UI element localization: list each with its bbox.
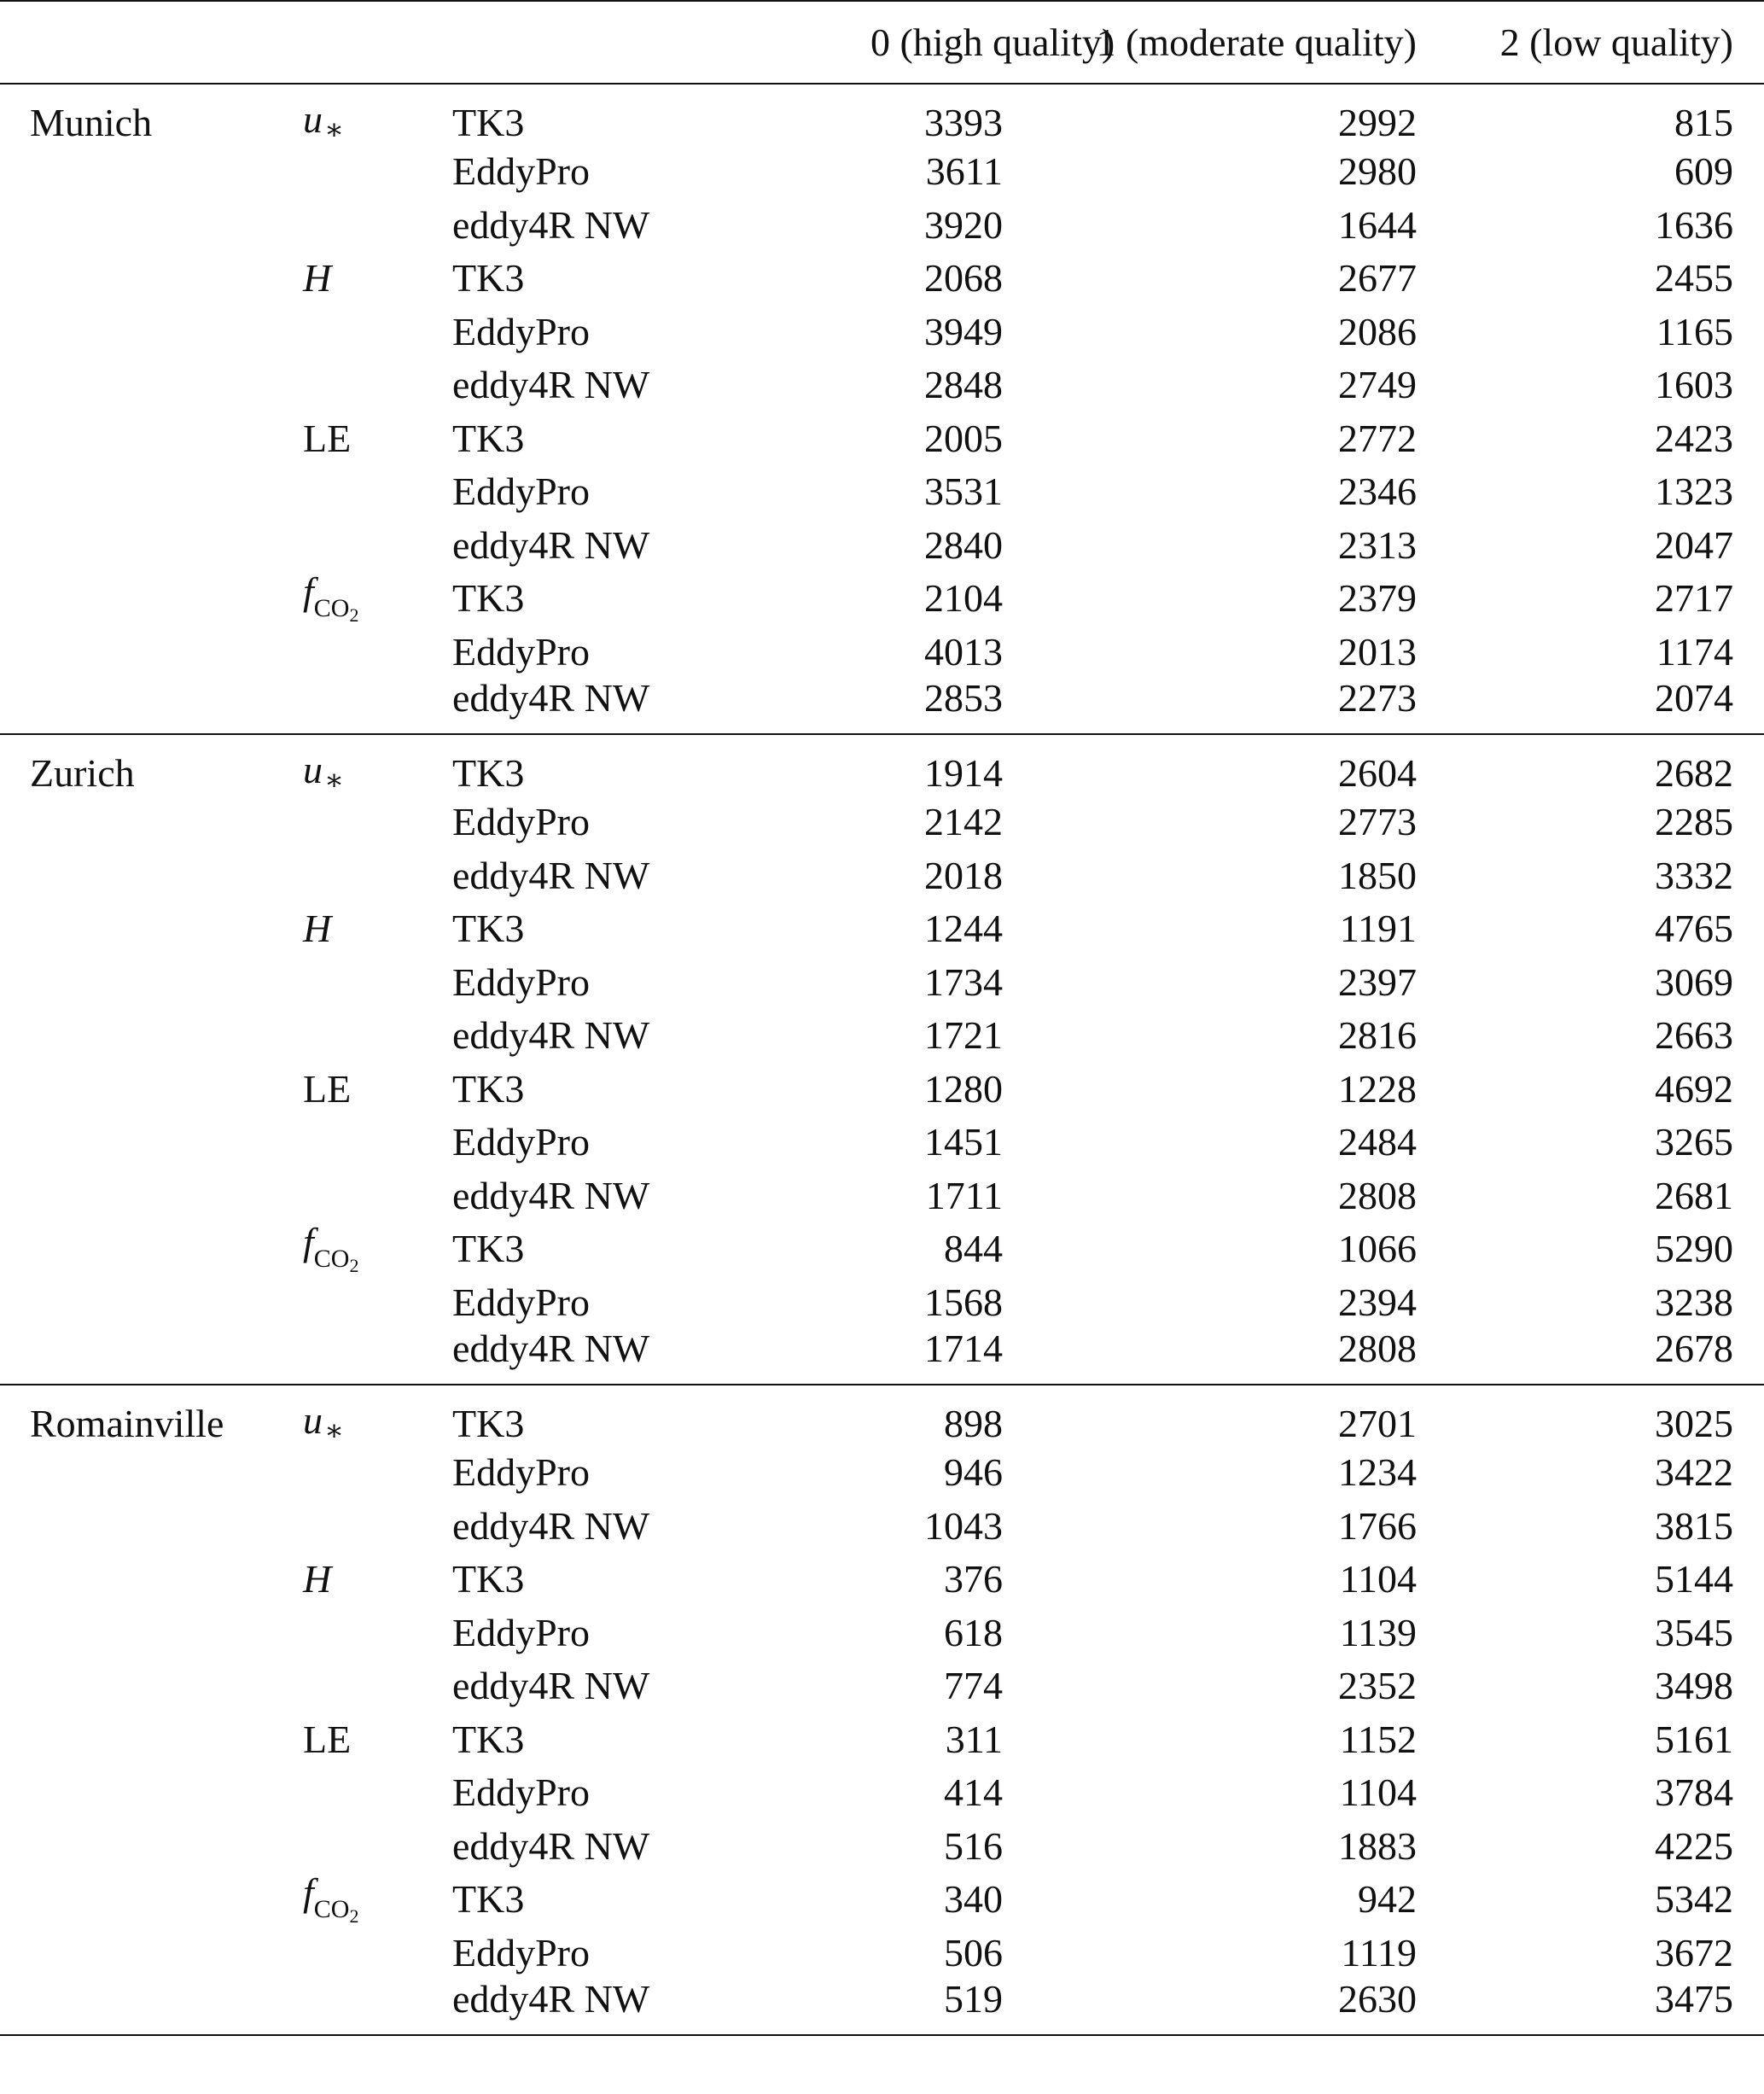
count-q0: 1721 [924,1013,1003,1058]
table-row [0,626,1764,680]
table-row [0,679,1764,734]
variable-name: LE [303,1717,352,1761]
software-name: TK3 [452,907,525,951]
site-name [0,1500,273,1554]
count-q1: 2992 [1338,100,1417,144]
variable-name: H [303,256,332,300]
site-name [0,412,273,466]
table-row [0,849,1764,903]
software-name: EddyPro [452,470,590,514]
software-name: EddyPro [452,149,590,194]
count-q1: 2808 [1338,1173,1417,1217]
site-name [0,1927,273,1980]
software-name: eddy4R NW [452,1013,650,1058]
table-row [0,1980,1764,2035]
count-q2: 3498 [1655,1664,1733,1708]
count-q0: 898 [944,1401,1003,1445]
count-q2: 4692 [1655,1066,1733,1111]
count-q0: 1568 [924,1280,1003,1324]
variable-name: LE [303,416,352,460]
count-q2: 3238 [1655,1280,1733,1324]
site-name: Munich [30,100,153,144]
software-name: TK3 [452,1557,525,1601]
count-q0: 946 [944,1450,1003,1495]
count-q2: 4765 [1655,907,1733,951]
count-q1: 1766 [1338,1503,1417,1548]
variable-name [273,145,427,199]
table-row [0,412,1764,466]
variable-name: u∗ [303,1398,345,1447]
table-row [0,1276,1764,1330]
count-q1: 2630 [1338,1977,1417,2021]
table-row [0,465,1764,519]
software-name: eddy4R NW [452,676,650,720]
software-name: TK3 [452,1227,525,1271]
site-name [0,1553,273,1607]
count-q2: 3422 [1655,1450,1733,1495]
table-row [0,1553,1764,1607]
table-body [0,84,1764,2035]
software-name: eddy4R NW [452,1327,650,1370]
variable-name [273,1659,427,1713]
count-q2: 5161 [1655,1717,1733,1761]
software-name: TK3 [452,100,525,144]
count-q2: 1636 [1655,202,1733,247]
software-name: EddyPro [452,800,590,844]
site-name [0,956,273,1010]
table-row [0,145,1764,199]
variable-name [273,1276,427,1330]
count-q2: 4225 [1655,1823,1733,1868]
count-q0: 3611 [925,149,1003,194]
variable-name [273,626,427,680]
site-name [0,1063,273,1117]
count-q1: 1119 [1341,1930,1417,1974]
count-q2: 2681 [1655,1173,1733,1217]
count-q2: 3784 [1655,1770,1733,1815]
count-q2: 3475 [1655,1977,1733,2021]
site-name [0,902,273,956]
site-name [0,199,273,253]
count-q2: 3265 [1655,1120,1733,1164]
table-row [0,1009,1764,1063]
count-q1: 2394 [1338,1280,1417,1324]
site-name [0,1659,273,1713]
count-q2: 2047 [1655,522,1733,567]
count-q1: 1104 [1339,1557,1417,1601]
software-name: EddyPro [452,1120,590,1164]
count-q1: 2772 [1338,416,1417,460]
table-row [0,1169,1764,1223]
software-name: eddy4R NW [452,522,650,567]
software-name: EddyPro [452,1280,590,1324]
software-name: eddy4R NW [452,363,650,407]
variable-name: LE [303,1066,352,1111]
count-q0: 506 [944,1930,1003,1974]
software-name: TK3 [452,416,525,460]
header-variable [273,1,427,84]
site-name: Romainville [30,1401,224,1445]
table-row [0,359,1764,412]
variable-name [273,1500,427,1554]
site-name [0,626,273,680]
variable-name: $f_{CO_2}$ [303,569,359,627]
software-name: EddyPro [452,1930,590,1974]
table-row [0,1927,1764,1980]
table-row [0,1500,1764,1554]
count-q1: 2352 [1338,1664,1417,1708]
count-q0: 2142 [924,800,1003,844]
variable-name [273,1329,427,1385]
count-q1: 2816 [1338,1013,1417,1058]
count-q0: 519 [944,1977,1003,2021]
count-q2: 3815 [1655,1503,1733,1548]
variable-name: H [303,907,332,951]
table-row [0,1446,1764,1500]
variable-name: u∗ [303,97,345,146]
count-q0: 2005 [924,416,1003,460]
header-software [427,1,870,84]
count-q2: 5144 [1655,1557,1733,1601]
count-q0: 2848 [924,363,1003,407]
count-q1: 1883 [1338,1823,1417,1868]
count-q2: 1323 [1655,470,1733,514]
site-name [0,1222,273,1276]
variable-name [273,519,427,573]
software-name: EddyPro [452,1770,590,1815]
header-site [0,1,273,84]
count-q0: 1714 [924,1327,1003,1370]
count-q2: 2663 [1655,1013,1733,1058]
count-q0: 2018 [924,853,1003,897]
table-row [0,1385,1764,1446]
software-name: eddy4R NW [452,1173,650,1217]
software-name: EddyPro [452,629,590,674]
variable-name: u∗ [303,748,345,796]
variable-name [273,796,427,849]
variable-name [273,1980,427,2035]
header-quality-0: 0 (high quality) [870,1,1003,84]
software-name: eddy4R NW [452,1823,650,1868]
count-q2: 5290 [1655,1227,1733,1271]
site-name [0,849,273,903]
software-name: TK3 [452,750,525,795]
count-q1: 2484 [1338,1120,1417,1164]
variable-name [273,956,427,1010]
count-q1: 2086 [1338,309,1417,353]
site-name [0,1873,273,1927]
count-q2: 2455 [1655,256,1733,300]
table-row [0,519,1764,573]
site-name [0,572,273,626]
count-q2: 3025 [1655,1401,1733,1445]
software-name: eddy4R NW [452,1664,650,1708]
site-name [0,1009,273,1063]
count-q1: 2273 [1338,676,1417,720]
count-q2: 609 [1674,149,1733,194]
variable-name [273,1607,427,1660]
site-name [0,1713,273,1767]
count-q0: 3531 [924,470,1003,514]
table-row [0,1820,1764,1874]
count-q2: 2682 [1655,750,1733,795]
count-q2: 3545 [1655,1610,1733,1654]
table-row [0,199,1764,253]
header-quality-2: 2 (low quality) [1417,1,1764,84]
table-row [0,1659,1764,1713]
table-row [0,1766,1764,1820]
count-q0: 1244 [924,907,1003,951]
variable-name [273,1169,427,1223]
count-q1: 1152 [1339,1717,1417,1761]
software-name: eddy4R NW [452,853,650,897]
variable-name [273,306,427,359]
variable-name: $f_{CO_2}$ [303,1220,359,1277]
count-q2: 2678 [1655,1327,1733,1370]
table-row [0,734,1764,796]
count-q2: 5342 [1655,1877,1733,1922]
count-q0: 1711 [925,1173,1003,1217]
site-name [0,796,273,849]
site-name [0,519,273,573]
header-quality-1: 1 (moderate quality) [1003,1,1417,84]
count-q0: 2853 [924,676,1003,720]
site-name [0,1446,273,1500]
count-q0: 1043 [924,1503,1003,1548]
count-q2: 2423 [1655,416,1733,460]
count-q2: 815 [1674,100,1733,144]
site-name [0,1329,273,1385]
software-name: EddyPro [452,1610,590,1654]
software-name: eddy4R NW [452,1503,650,1548]
count-q2: 3332 [1655,853,1733,897]
site-name [0,1980,273,2035]
variable-name [273,1927,427,1980]
site-name [0,145,273,199]
count-q0: 844 [944,1227,1003,1271]
count-q2: 1174 [1656,629,1733,674]
count-q2: 3672 [1655,1930,1733,1974]
software-name: TK3 [452,256,525,300]
count-q1: 2604 [1338,750,1417,795]
site-name [0,1276,273,1330]
count-q0: 774 [944,1664,1003,1708]
count-q0: 2840 [924,522,1003,567]
count-q0: 4013 [924,629,1003,674]
variable-name [273,1766,427,1820]
table-row [0,1329,1764,1385]
variable-name [273,849,427,903]
count-q0: 1451 [924,1120,1003,1164]
site-name [0,1116,273,1169]
count-q1: 1850 [1338,853,1417,897]
count-q2: 2074 [1655,676,1733,720]
site-name [0,1607,273,1660]
count-q2: 2285 [1655,800,1733,844]
variable-name [273,1009,427,1063]
count-q0: 516 [944,1823,1003,1868]
table-row [0,1713,1764,1767]
count-q0: 618 [944,1610,1003,1654]
software-name: EddyPro [452,1450,590,1495]
count-q1: 942 [1358,1877,1417,1922]
count-q1: 2313 [1338,522,1417,567]
table-row [0,956,1764,1010]
count-q1: 2346 [1338,470,1417,514]
software-name: EddyPro [452,309,590,353]
count-q1: 2749 [1338,363,1417,407]
count-q1: 1228 [1338,1066,1417,1111]
variable-name [273,1116,427,1169]
table-row [0,1116,1764,1169]
count-q1: 1139 [1339,1610,1417,1654]
count-q1: 2980 [1338,149,1417,194]
variable-name: H [303,1557,332,1601]
variable-name [273,679,427,734]
table-row [0,1222,1764,1276]
site-name [0,306,273,359]
count-q1: 2397 [1338,960,1417,1004]
count-q2: 1603 [1655,363,1733,407]
count-q1: 1191 [1339,907,1417,951]
count-q0: 376 [944,1557,1003,1601]
count-q2: 3069 [1655,960,1733,1004]
count-q2: 1165 [1656,309,1733,353]
count-q1: 2379 [1338,576,1417,621]
count-q1: 1644 [1338,202,1417,247]
software-name: TK3 [452,1877,525,1922]
site-name: Zurich [30,750,135,795]
software-name: TK3 [452,1401,525,1445]
count-q0: 414 [944,1770,1003,1815]
site-name [0,679,273,734]
table-row [0,796,1764,849]
count-q0: 3920 [924,202,1003,247]
count-q0: 3393 [924,100,1003,144]
software-name: eddy4R NW [452,1977,650,2021]
site-name [0,252,273,306]
table-row [0,572,1764,626]
count-q0: 311 [945,1717,1003,1761]
variable-name: $f_{CO_2}$ [303,1870,359,1928]
table-row [0,1063,1764,1117]
software-name: EddyPro [452,960,590,1004]
count-q1: 1104 [1339,1770,1417,1815]
count-q1: 2701 [1338,1401,1417,1445]
count-q1: 1234 [1338,1450,1417,1495]
count-q1: 2773 [1338,800,1417,844]
count-q1: 1066 [1338,1227,1417,1271]
table-row [0,1873,1764,1927]
variable-name [273,465,427,519]
site-name [0,1820,273,1874]
table-header-row [0,1,1764,84]
table-row [0,84,1764,145]
table-row [0,252,1764,306]
count-q0: 3949 [924,309,1003,353]
software-name: TK3 [452,1066,525,1111]
software-name: eddy4R NW [452,202,650,247]
count-q0: 1914 [924,750,1003,795]
table-row [0,1607,1764,1660]
site-name [0,465,273,519]
site-name [0,359,273,412]
count-q0: 2104 [924,576,1003,621]
count-q0: 1280 [924,1066,1003,1111]
count-q1: 2808 [1338,1327,1417,1370]
count-q0: 340 [944,1877,1003,1922]
count-q0: 2068 [924,256,1003,300]
count-q0: 1734 [924,960,1003,1004]
table-row [0,902,1764,956]
variable-name [273,199,427,253]
variable-name [273,1446,427,1500]
software-name: TK3 [452,576,525,621]
variable-name [273,359,427,412]
variable-name [273,1820,427,1874]
count-q1: 2677 [1338,256,1417,300]
count-q2: 2717 [1655,576,1733,621]
site-name [0,1169,273,1223]
count-q1: 2013 [1338,629,1417,674]
table-row [0,306,1764,359]
site-name [0,1766,273,1820]
software-name: TK3 [452,1717,525,1761]
